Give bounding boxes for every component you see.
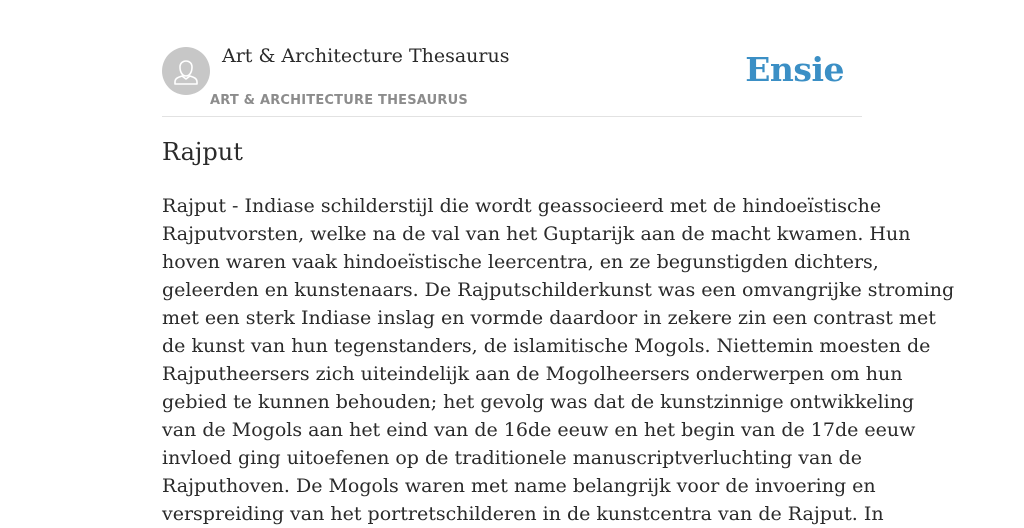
body-line: verspreiding van het portretschilderen in de kunstcentra van de Rajput. In [162, 503, 884, 525]
source-subtitle[interactable]: ART & ARCHITECTURE THESAURUS [210, 93, 468, 108]
body-line: invloed ging uitoefenen op de traditionele manuscriptverluchting van de [162, 447, 863, 469]
body-line: met een sterk Indiase inslag en vormde daardoor in zekere zin een contrast met [162, 307, 936, 329]
body-line: geleerden en kunstenaars. De Rajputschilderkunst was een omvangrijke stroming [162, 279, 955, 301]
brand-logo[interactable]: Ensie [745, 50, 844, 89]
body-line: Rajputheersers zich uiteindelijk aan de Mogolheersers onderwerpen om hun [162, 363, 903, 385]
article-body [162, 192, 955, 528]
body-line: Rajputhoven. De Mogols waren met name belangrijk voor de invoering en [162, 475, 876, 497]
user-silhouette-icon [162, 47, 210, 95]
body-line: de kunst van hun tegenstanders, de islamitische Mogols. Niettemin moesten de [162, 335, 931, 357]
body-line: Rajputvorsten, welke na de val van het Guptarijk aan de macht kwamen. Hun [162, 223, 911, 245]
body-line: van de Mogols aan het eind van de 16de eeuw en het begin van de 17de eeuw [162, 419, 916, 441]
page-title: Rajput [162, 138, 243, 166]
body-line: gebied te kunnen behouden; het gevolg was dat de kunstzinnige ontwikkeling [162, 391, 915, 413]
avatar[interactable] [162, 47, 210, 95]
body-line: hoven waren vaak hindoeïstische leercentra, en ze begunstigden dichters, [162, 251, 879, 273]
body-line: Rajput - Indiase schilderstijl die wordt geassocieerd met de hindoeïstische [162, 195, 882, 217]
header [162, 40, 862, 117]
source-title[interactable]: Art & Architecture Thesaurus [222, 45, 510, 67]
